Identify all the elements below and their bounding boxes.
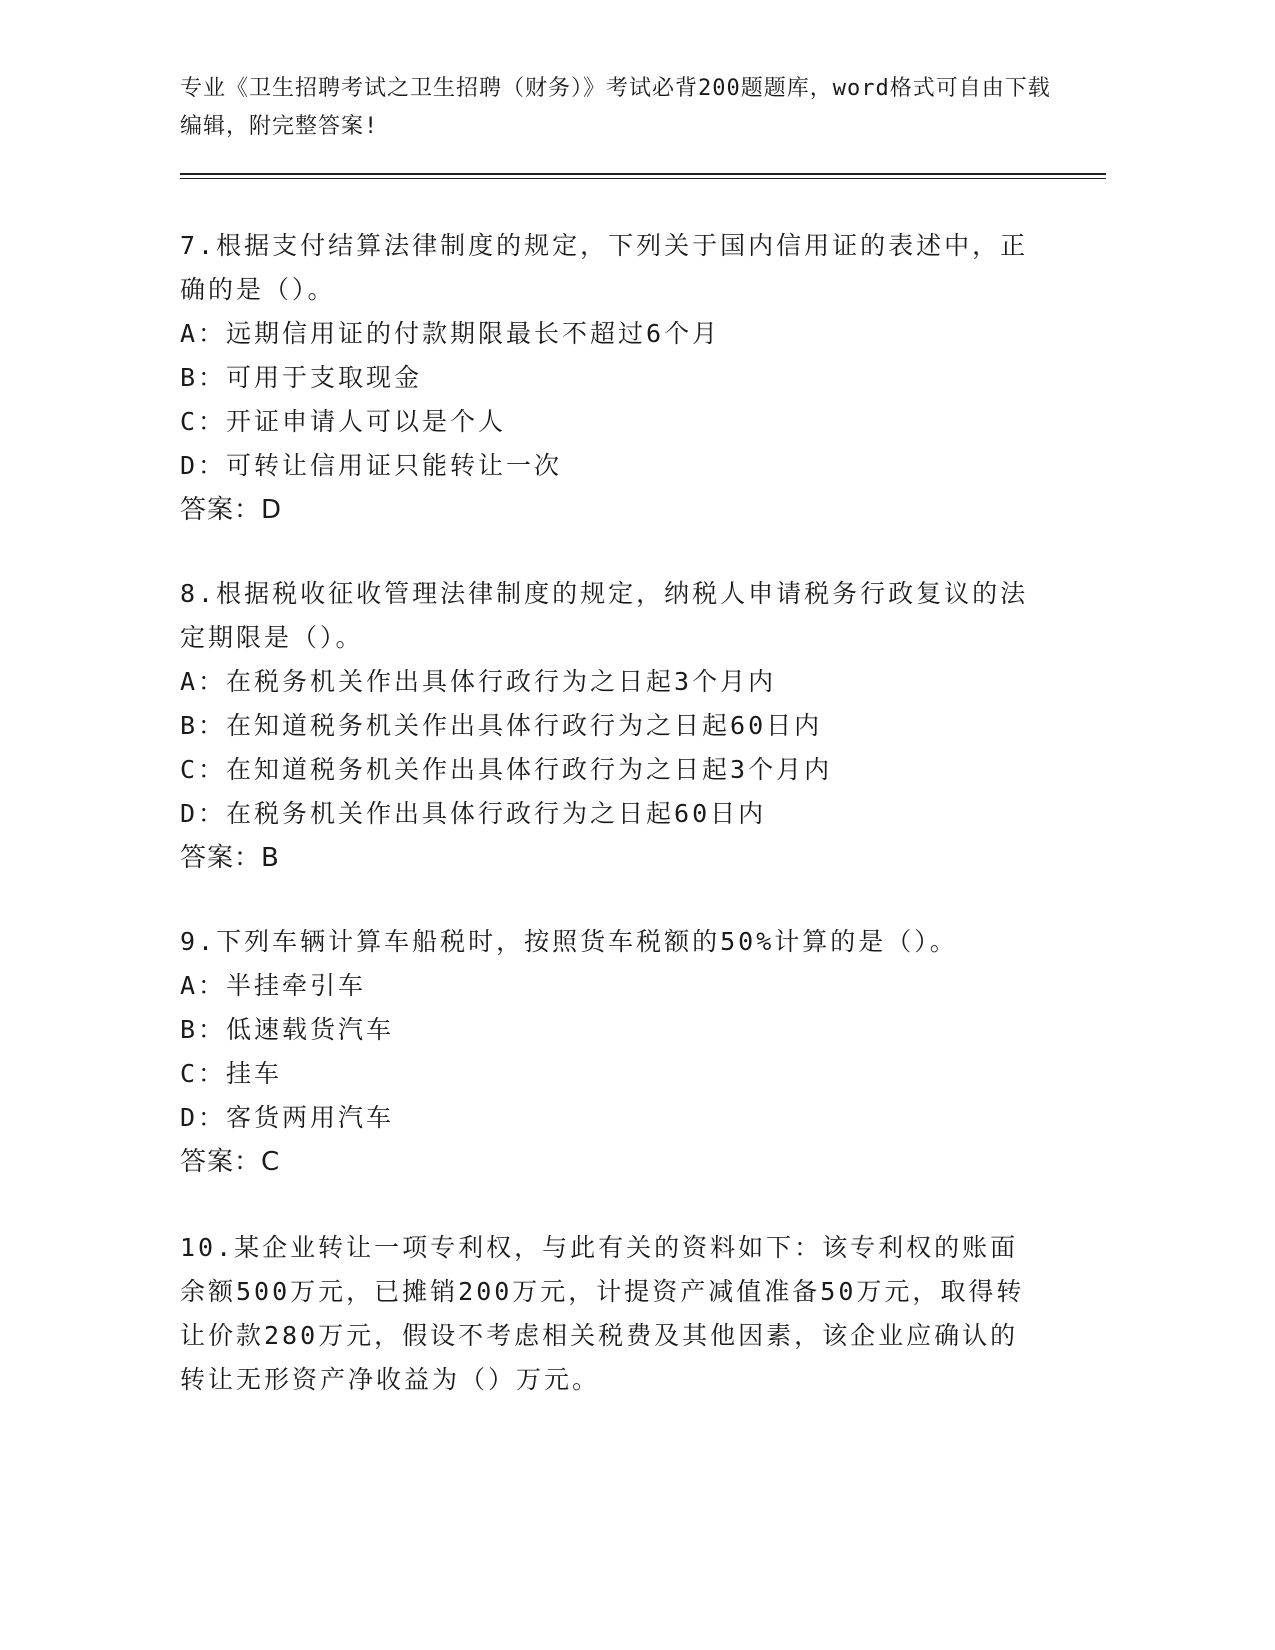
question-stem: 10.某企业转让一项专利权，与此有关的资料如下：该专利权的账面余额500万元，已摊销200万元，计提资产减值准备50万元，取得转让价款280万元，假设不考虑相关税费及其他因素，该企业应确认的转让无形资产净收益为（）万元。	[180, 1233, 1025, 1394]
option-c: C：开证申请人可以是个人	[180, 407, 507, 436]
option-a: A：半挂牵引车	[180, 971, 367, 1000]
question-7	[180, 224, 1040, 532]
option-a: A：远期信用证的付款期限最长不超过6个月	[180, 319, 721, 348]
question-10	[180, 1226, 1045, 1402]
answer: 答案：C	[180, 1147, 281, 1177]
option-b: B：在知道税务机关作出具体行政行为之日起60日内	[180, 711, 823, 740]
option-b: B：低速载货汽车	[180, 1015, 395, 1044]
question-stem: 9.下列车辆计算车船税时，按照货车税额的50%计算的是（）。	[180, 927, 958, 956]
option-b: B：可用于支取现金	[180, 363, 423, 392]
answer: 答案：D	[180, 495, 283, 525]
option-c: C：挂车	[180, 1059, 283, 1088]
question-stem: 8.根据税收征收管理法律制度的规定，纳税人申请税务行政复议的法定期限是（）。	[180, 579, 1029, 652]
option-a: A：在税务机关作出具体行政行为之日起3个月内	[180, 667, 777, 696]
question-8	[180, 572, 1040, 880]
header-divider	[180, 173, 1106, 179]
option-d: D：在税务机关作出具体行政行为之日起60日内	[180, 799, 767, 828]
option-c: C：在知道税务机关作出具体行政行为之日起3个月内	[180, 755, 833, 784]
option-d: D：可转让信用证只能转让一次	[180, 451, 563, 480]
question-9	[180, 920, 1040, 1184]
document-header: 专业《卫生招聘考试之卫生招聘（财务）》考试必背200题题库，word格式可自由下载编辑，附完整答案!	[180, 76, 1051, 139]
answer: 答案：B	[180, 843, 280, 873]
option-d: D：客货两用汽车	[180, 1103, 395, 1132]
question-stem: 7.根据支付结算法律制度的规定，下列关于国内信用证的表述中，正确的是（）。	[180, 231, 1029, 304]
